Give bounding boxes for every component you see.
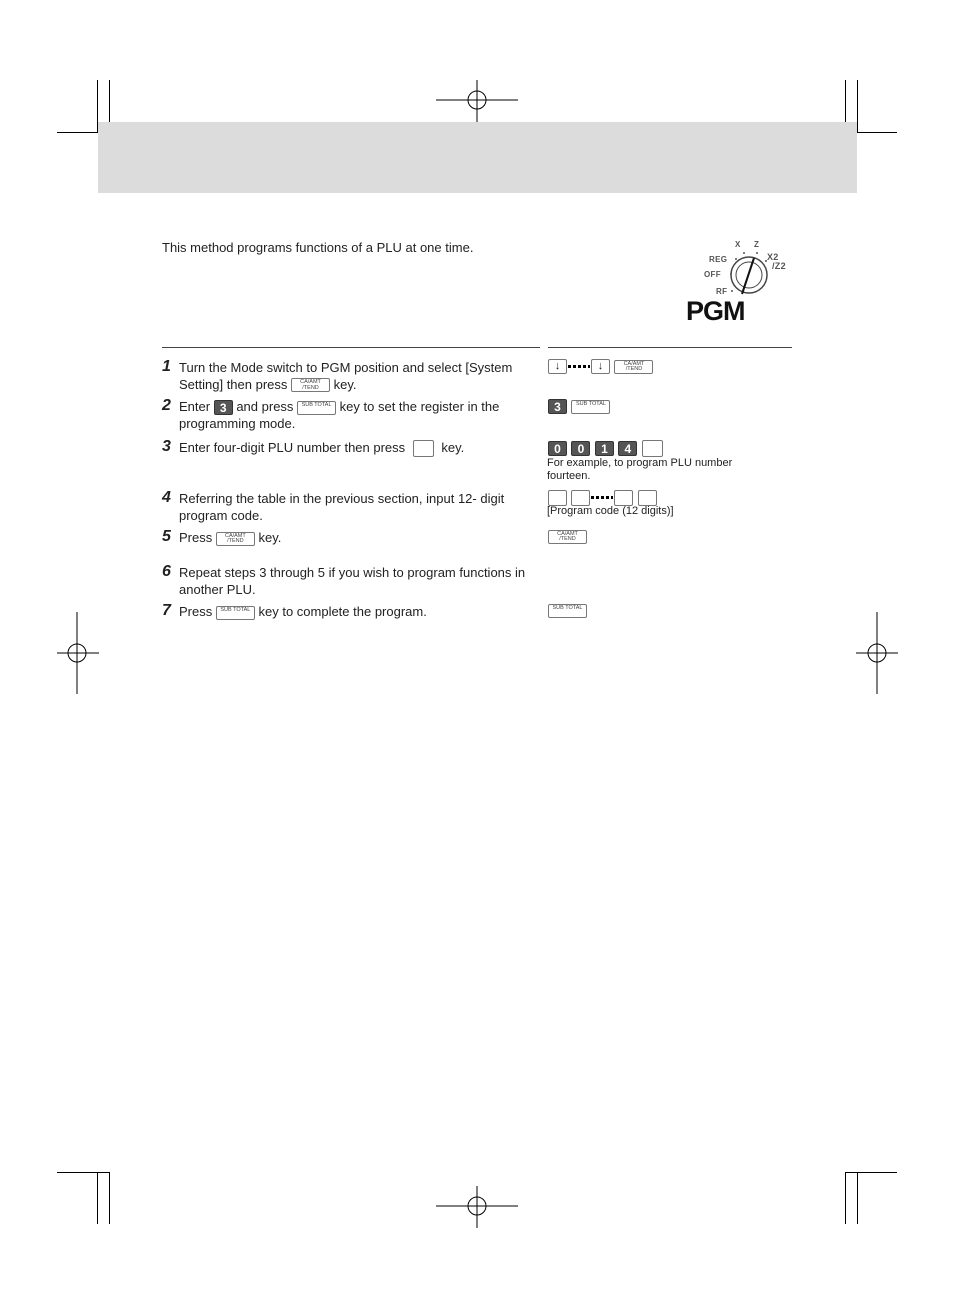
blank-key [638, 490, 657, 506]
ca-amt-tend-key: CA/AMT /TEND [548, 530, 587, 544]
blank-key [571, 490, 590, 506]
step-text: Enter four-digit PLU number then press key. [179, 440, 532, 457]
plu-example-note: For example, to program PLU number fourteen. [547, 457, 733, 482]
step-7-key-sequence [548, 602, 587, 620]
ellipsis-dots [568, 365, 590, 368]
blank-key [614, 490, 633, 506]
step-5-key-sequence [548, 528, 587, 546]
right-divider [548, 347, 792, 348]
step-number: 1 [162, 358, 171, 375]
plu-key [413, 440, 434, 457]
step-text: Press CA/AMT /TEND key. [179, 530, 282, 545]
ca-amt-tend-key: CA/AMT /TEND [291, 378, 330, 392]
step-3 [162, 440, 532, 457]
step-2-key-sequence [548, 398, 610, 416]
ellipsis-dots [591, 496, 613, 499]
intro-text: This method programs functions of a PLU at one time. [162, 240, 474, 255]
sub-total-key: SUB TOTAL [216, 606, 255, 620]
step-text: Turn the Mode switch to PGM position and select [System Setting] then press CA/AMT /TEND key. [179, 360, 513, 392]
registration-mark-left [57, 612, 99, 694]
key-3: 3 [548, 399, 567, 414]
digit-key: 0 [548, 441, 567, 456]
left-divider [162, 347, 540, 348]
step-number: 5 [162, 528, 171, 545]
digit-key: 1 [595, 441, 614, 456]
mode-off-label: OFF [704, 270, 721, 279]
mode-rf-label: RF [716, 287, 728, 296]
header-band [98, 122, 857, 193]
step-number: 7 [162, 602, 171, 619]
step-text: Press SUB TOTAL key to complete the program. [179, 604, 427, 619]
step-number: 3 [162, 438, 171, 455]
down-arrow-key: ↓ [591, 359, 610, 374]
mode-x-label: X [735, 240, 741, 249]
blank-key [548, 490, 567, 506]
mode-reg-label: REG [709, 255, 728, 264]
step-number: 2 [162, 397, 171, 414]
plu-key [642, 440, 663, 457]
step-number: 6 [162, 563, 171, 580]
registration-mark-bottom [436, 1186, 518, 1228]
down-arrow-key: ↓ [548, 359, 567, 374]
ca-amt-tend-key: CA/AMT /TEND [216, 532, 255, 546]
step-5 [162, 530, 532, 547]
key-3: 3 [214, 400, 233, 415]
step-3-key-sequence [548, 440, 663, 458]
program-code-note: [Program code (12 digits)] [547, 505, 674, 517]
sub-total-key: SUB TOTAL [297, 401, 336, 415]
digit-key: 0 [571, 441, 590, 456]
step-4 [162, 491, 532, 524]
step-7 [162, 604, 532, 621]
step-1 [162, 360, 532, 393]
step-text: Referring the table in the previous section, input 12- digit program code. [179, 491, 505, 523]
registration-mark-top [436, 80, 518, 122]
step-number: 4 [162, 489, 171, 506]
step-1-key-sequence [548, 358, 653, 376]
digit-key: 4 [618, 441, 637, 456]
ca-amt-tend-key: CA/AMT /TEND [614, 360, 653, 374]
registration-mark-right [856, 612, 898, 694]
sub-total-key: SUB TOTAL [571, 400, 610, 414]
step-2 [162, 399, 532, 432]
sub-total-key: SUB TOTAL [548, 604, 587, 618]
step-text: Enter 3 and press SUB TOTAL key to set the register in the programming mode. [179, 399, 500, 431]
pgm-mode-label: PGM [686, 296, 745, 326]
mode-z-label: Z [754, 240, 760, 249]
mode-z2-label: /Z2 [772, 261, 786, 271]
mode-x2-label: X2 [767, 252, 779, 262]
step-6 [162, 565, 532, 598]
step-text: Repeat steps 3 through 5 if you wish to program functions in another PLU. [179, 565, 526, 597]
